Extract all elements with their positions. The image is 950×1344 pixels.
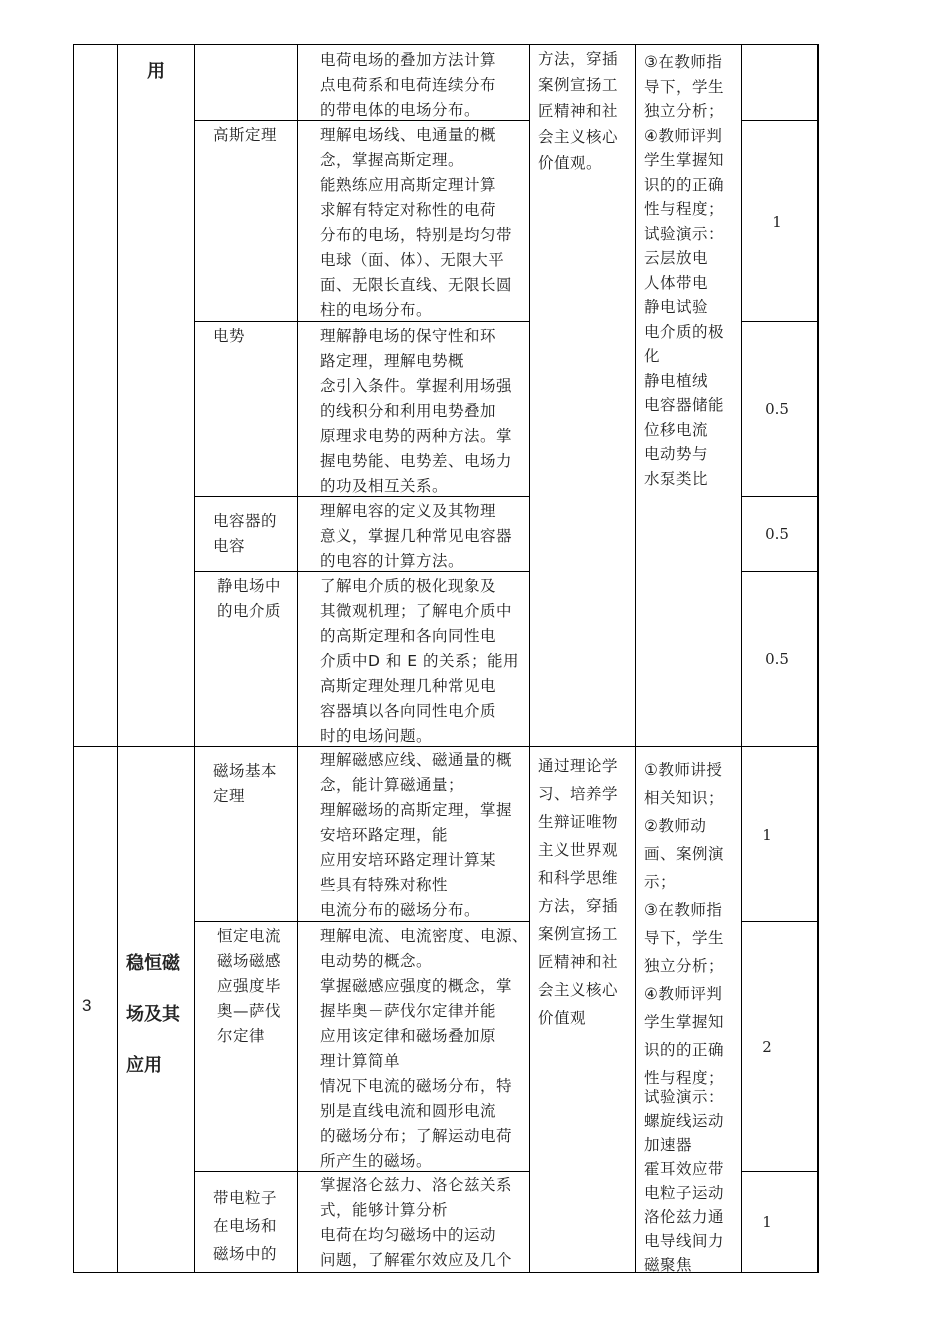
- row-divider: [741, 1171, 819, 1172]
- demonstration-list: 试验演示： 螺旋线运动 加速器 霍耳效应带 电粒子运动 洛伦兹力通 电导线间力 磁聚焦: [644, 1088, 725, 1274]
- subtopic-name: 静电场中 的电介质: [217, 577, 282, 620]
- hours-value: 1: [762, 826, 772, 844]
- hours-value: 0.5: [765, 400, 789, 418]
- requirement-text: 电荷电场的叠加方法计算 点电荷系和电荷连续分布 的带电体的电场分布。: [320, 51, 497, 119]
- hours-value: 1: [772, 213, 782, 231]
- subtopic-name: 带电粒子 在电场和 磁场中的: [213, 1189, 278, 1263]
- hours-value: 0.5: [765, 525, 789, 543]
- hours-value: 2: [762, 1038, 772, 1056]
- subtopic-name: 高斯定理: [213, 126, 278, 144]
- course-table: [73, 44, 819, 1273]
- requirement-text: 理解磁感应线、磁通量的概 念，能计算磁通量； 理解磁场的高斯定理，掌握 安培环路定理，能 应用安培环路定理计算某 些具有特殊对称性 电流分布的磁场分布。: [320, 751, 513, 919]
- teaching-methods-text: ①教师讲授 相关知识； ②教师动 画、案例演 示； ③在教师指 导下，学生 独立分析； ④教师评判 学生掌握知 识的的正确 性与程度；: [644, 761, 725, 1087]
- column-divider: [635, 44, 636, 1273]
- column-divider: [529, 44, 530, 1273]
- teaching-methods-text: ③在教师指 导下，学生 独立分析； ④教师评判 学生掌握知 识的的正确 性与程度； 试验演示： 云层放电 人体带电 静电试验 电介质的极 化 静电植绒 电容器储能 位移电流 电动势与 水泵类比: [644, 53, 725, 488]
- requirement-text: 了解电介质的极化现象及 其微观机理；了解电介质中 的高斯定理和各向同性电 介质中D 和 E 的关系；能用 高斯定理处理几种常见电 容器填以各向同性电介质 时的电场问题。: [320, 577, 520, 745]
- column-divider: [117, 44, 118, 1273]
- ideology-text: 通过理论学 习、培养学 生辩证唯物 主义世界观 和科学思维 方法，穿插 案例宣扬工 匠精神和社 会主义核心 价值观: [538, 757, 619, 1027]
- subtopic-name: 电势: [213, 327, 246, 345]
- column-divider: [194, 44, 195, 1273]
- hours-value: 1: [762, 1213, 772, 1231]
- subtopic-name: 电容器的 电容: [213, 512, 278, 555]
- row-divider: [741, 496, 819, 497]
- row-divider: [741, 921, 819, 922]
- requirement-text: 理解电流、电流密度、电源、 电动势的概念。 掌握磁感应强度的概念，掌 握毕奥－萨伐尔定律并能 应用该定律和磁场叠加原 理计算简单 情况下电流的磁场分布，特 别是直线电流和圆形电流 的磁场分布；了解运动电荷 所产生的磁场。: [320, 927, 529, 1170]
- section-title: 稳恒磁 场及其 应用: [126, 953, 180, 1075]
- requirement-text: 理解电场线、电通量的概 念，掌握高斯定理。 能熟练应用高斯定理计算 求解有特定对称性的电荷 分布的电场，特别是均匀带 电球（面、体）、无限大平 面、无限长直线、无限长圆 柱的电场分布。: [320, 126, 513, 319]
- table-border-right: [817, 44, 819, 1273]
- subtopic-name: 磁场基本 定理: [213, 762, 278, 805]
- row-divider: [741, 571, 819, 572]
- column-divider: [297, 44, 298, 1273]
- requirement-text: 理解电容的定义及其物理 意义，掌握几种常见电容器 的电容的计算方法。: [320, 502, 513, 570]
- row-divider: [741, 321, 819, 322]
- requirement-text: 掌握洛仑兹力、洛仑兹关系 式，能够计算分析 电荷在均匀磁场中的运动 问题，了解霍尔效应及几个: [320, 1176, 513, 1269]
- section-title: 用: [147, 61, 165, 81]
- hours-value: 0.5: [765, 650, 789, 668]
- section-number: 3: [82, 996, 92, 1015]
- table-border-top: [73, 44, 819, 45]
- subtopic-name: 恒定电流 磁场磁感 应强度毕 奥—萨伐 尔定律: [217, 927, 282, 1045]
- ideology-text: 方法，穿插 案例宣扬工 匠精神和社 会主义核心 价值观。: [538, 50, 619, 172]
- table-border-left: [73, 44, 74, 1273]
- requirement-text: 理解静电场的保守性和环 路定理，理解电势概 念引入条件。掌握利用场强 的线积分和利用电势叠加 原理求电势的两种方法。掌 握电势能、电势差、电场力 的功及相互关系。: [320, 327, 513, 495]
- row-divider: [741, 120, 819, 121]
